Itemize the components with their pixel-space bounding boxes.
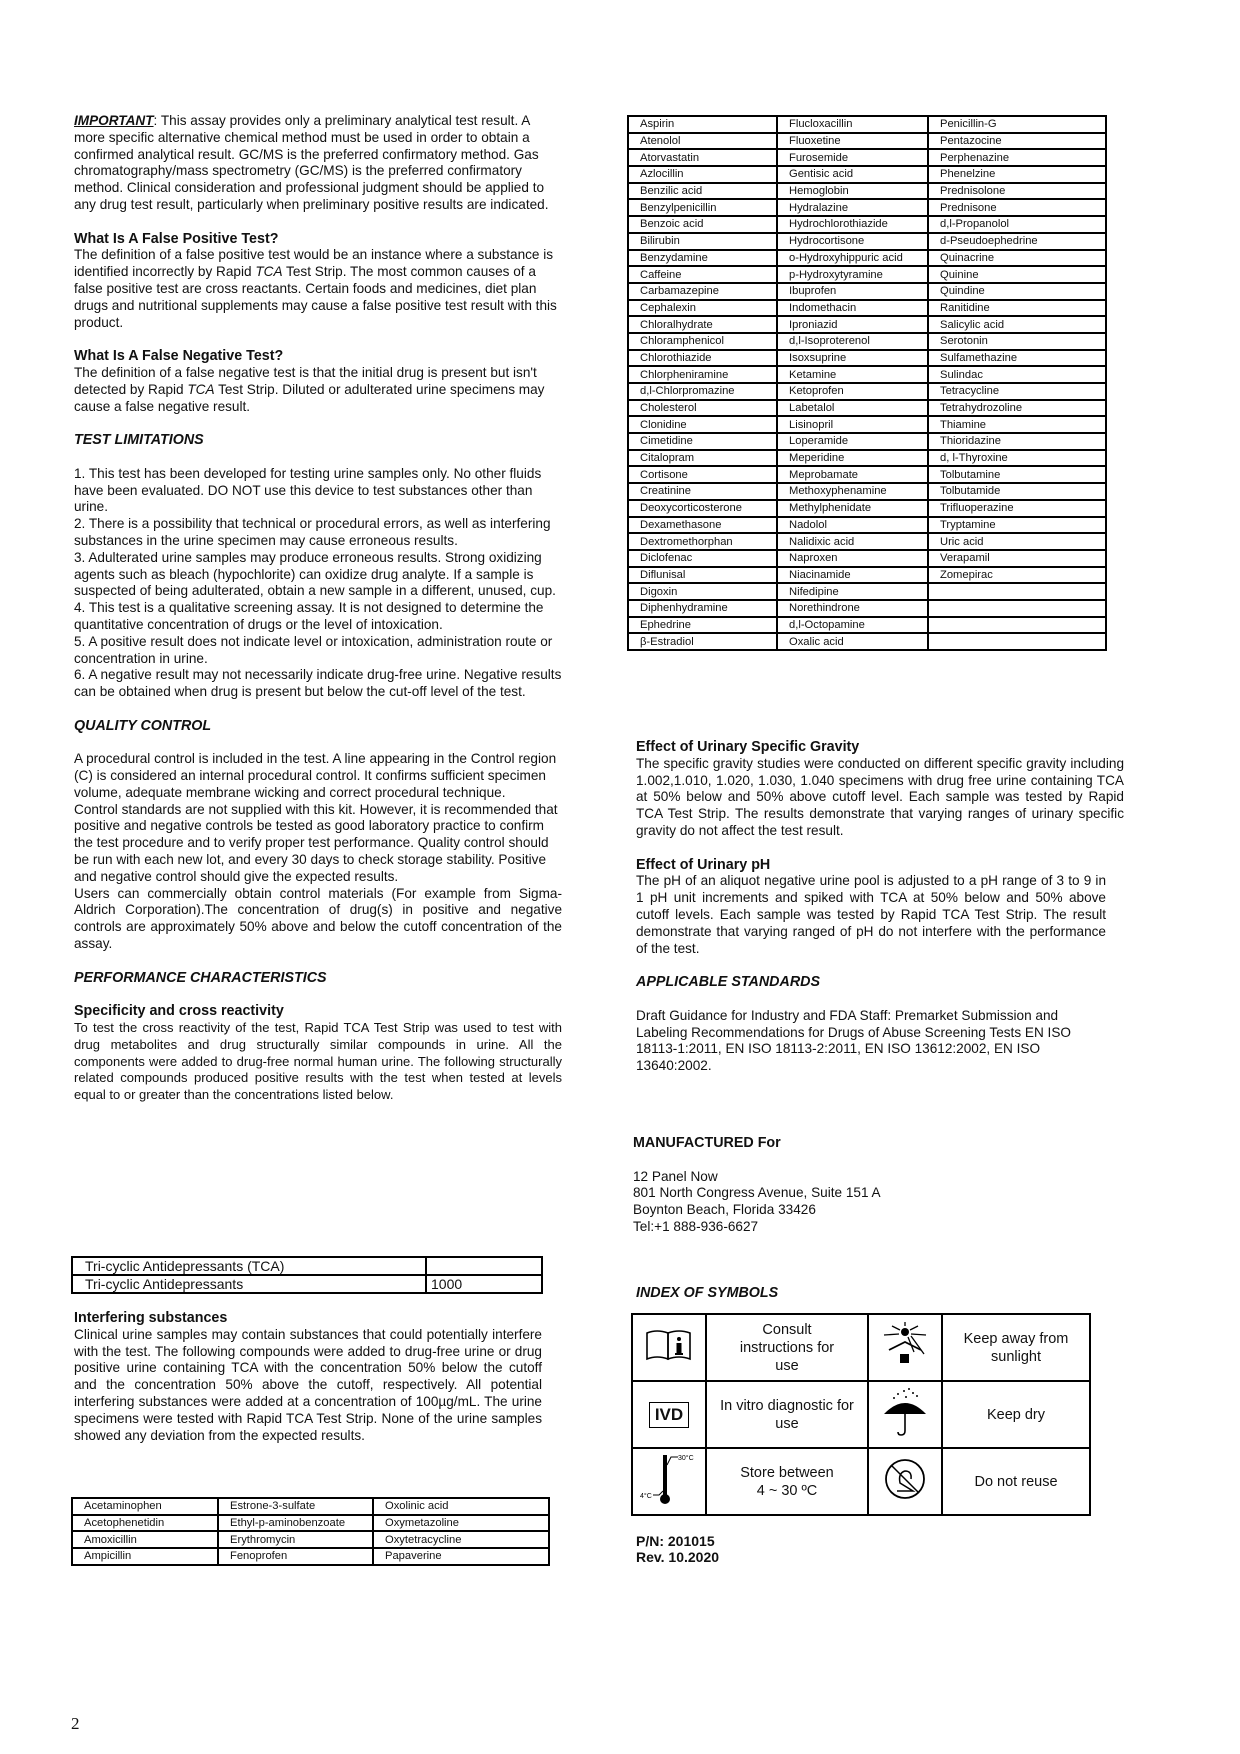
substance-cell: Cephalexin xyxy=(628,300,777,317)
fp-tca: TCA xyxy=(255,264,283,280)
false-negative-text xyxy=(74,365,562,415)
substance-cell: Verapamil xyxy=(928,550,1106,567)
specificity-title: Specificity and cross reactivity xyxy=(74,1003,284,1020)
tca-cell: Tri-cyclic Antidepressants xyxy=(72,1275,426,1293)
substance-cell: Sulfamethazine xyxy=(928,350,1106,367)
part-number-block xyxy=(636,1533,719,1565)
substance-cell: Perphenazine xyxy=(928,149,1106,166)
table-row xyxy=(632,1381,1090,1448)
substance-cell: d-Pseudoephedrine xyxy=(928,233,1106,250)
symbols-heading xyxy=(636,1285,778,1302)
fn-text-b: Test Strip. Diluted or adulterated urine specimens may cause a false negative result. xyxy=(74,381,545,414)
qc-paragraph-2: Control standards are not supplied with this kit. However, it is recommended that positive and negative controls be tested as good laboratory practice to confirm the test procedure and to verify proper test performance. Quality control should be run with each new lot, and every 30 days to check storage stability. Positive and negative control should give the expected results. xyxy=(74,801,558,884)
limitation-6: 6. A negative result may not necessarily indicate drug-free urine. Negative results can be obtained when drug is present but below the cut-off level of the test. xyxy=(74,667,562,700)
substance-cell: Tryptamine xyxy=(928,517,1106,534)
ivd-text: In vitro diagnostic for use xyxy=(720,1397,854,1432)
substance-cell: Dexamethasone xyxy=(628,517,777,534)
substance-cell: Aspirin xyxy=(628,116,777,133)
limitation-4: 4. This test is a qualitative screening assay. It is not designed to determine the quantitative concentration of drugs or the level of intoxication. xyxy=(74,600,544,632)
table-row xyxy=(628,583,1106,600)
substance-cell: Fluoxetine xyxy=(777,133,928,150)
substance-cell: Papaverine xyxy=(373,1548,549,1565)
substance-cell: Trifluoperazine xyxy=(928,500,1106,517)
substance-cell: Loperamide xyxy=(777,433,928,450)
specific-gravity-text: The specific gravity studies were conducted on different specific gravity including 1.002,1.010, 1.020, 1.030, 1.040 specimens with drug free urine containing TCA at 50% below and 50% above cutoff level. Each sample was tested by Rapid TCA Test Strip. The results demonstrate that varying ranges of urinary specific gravity do not affect the test result. xyxy=(636,755,1124,838)
standards-text: Draft Guidance for Industry and FDA Staff: Premarket Submission and Labeling Recommendations for Drugs of Abuse Screening Tests EN ISO 18113-1:2011, EN ISO 18113-2:2011, EN ISO 13612:2002, EN ISO 13640:2002. xyxy=(636,1007,1071,1074)
consult-label xyxy=(706,1314,868,1381)
table-row xyxy=(72,1515,549,1532)
substance-cell xyxy=(928,617,1106,634)
table-row xyxy=(628,416,1106,433)
substance-cell: Diclofenac xyxy=(628,550,777,567)
substance-cell: Benzydamine xyxy=(628,250,777,267)
substance-cell: Atenolol xyxy=(628,133,777,150)
substance-cell: Indomethacin xyxy=(777,300,928,317)
table-row xyxy=(628,350,1106,367)
substance-cell: Nalidixic acid xyxy=(777,533,928,550)
limitation-1: 1. This test has been developed for testing urine samples only. No other fluids have been evaluated. DO NOT use this device to test substances other than urine. xyxy=(74,465,542,515)
substance-cell: Estrone-3-sulfate xyxy=(218,1498,373,1515)
substance-cell: Oxolinic acid xyxy=(373,1498,549,1515)
performance-title: PERFORMANCE CHARACTERISTICS xyxy=(74,969,327,986)
substance-cell: Hydrocortisone xyxy=(777,233,928,250)
specific-gravity-title: Effect of Urinary Specific Gravity xyxy=(636,739,860,755)
substance-cell: Tetracycline xyxy=(928,383,1106,400)
substance-cell: Nifedipine xyxy=(777,583,928,600)
tca-cutoff-table xyxy=(71,1256,543,1294)
manufacturer-address: 801 North Congress Avenue, Suite 151 A xyxy=(633,1185,881,1201)
table-row xyxy=(628,233,1106,250)
revision: Rev. 10.2020 xyxy=(636,1549,720,1565)
ph-title: Effect of Urinary pH xyxy=(636,856,771,873)
table-row xyxy=(628,466,1106,483)
manufacturer-section xyxy=(633,1135,1113,1236)
false-positive-title: What Is A False Positive Test? xyxy=(74,230,279,247)
substance-cell: Meprobamate xyxy=(777,466,928,483)
substance-cell: Penicillin-G xyxy=(928,116,1106,133)
table-row xyxy=(628,600,1106,617)
substance-cell: Quinine xyxy=(928,266,1106,283)
qc-paragraph-1: A procedural control is included in the test. A line appearing in the Control region (C) is considered an internal procedural control. It confirms sufficient specimen volume, adequate membrane wicking and correct procedural technique. xyxy=(74,751,557,800)
substance-cell: Furosemide xyxy=(777,149,928,166)
table-row xyxy=(628,183,1106,200)
fp-text-a: The definition of a false positive test would be an instance where a substance is identified incorrectly by Rapid xyxy=(74,247,554,280)
substance-cell: Atorvastatin xyxy=(628,149,777,166)
substance-cell: Benzoic acid xyxy=(628,216,777,233)
substance-cell: Chloramphenicol xyxy=(628,333,777,350)
substance-cell: p-Hydroxytyramine xyxy=(777,266,928,283)
sunlight-icon xyxy=(868,1314,942,1381)
tca-cell: Tri-cyclic Antidepressants (TCA) xyxy=(72,1257,426,1275)
manufacturer-name: 12 Panel Now xyxy=(633,1168,718,1184)
manufacturer-city: Boynton Beach, Florida 33426 xyxy=(633,1202,816,1218)
sunlight-text: Keep away from sunlight xyxy=(963,1330,1069,1365)
table-row xyxy=(628,149,1106,166)
table-row xyxy=(628,450,1106,467)
table-row xyxy=(72,1531,549,1548)
tca-cutoff-value: 1000 xyxy=(426,1275,542,1293)
substance-cell: Iproniazid xyxy=(777,316,928,333)
substance-cell: Thiamine xyxy=(928,416,1106,433)
important-notice xyxy=(74,113,562,214)
false-negative-title: What Is A False Negative Test? xyxy=(74,348,284,365)
tca-cell xyxy=(426,1257,542,1275)
fp-text-b: Test Strip. The most common causes of a false positive test are cross reactants. Certain foods and medicines, diet plan drugs and nutritional supplements may cause a false positive test result with this product. xyxy=(74,264,557,330)
table-row xyxy=(628,116,1106,133)
substance-cell: d,l-Octopamine xyxy=(777,617,928,634)
substance-cell: Benzylpenicillin xyxy=(628,199,777,216)
table-row xyxy=(628,316,1106,333)
table-row xyxy=(628,266,1106,283)
substance-cell: Ranitidine xyxy=(928,300,1106,317)
substance-cell: Sulindac xyxy=(928,366,1106,383)
substance-cell: Thioridazine xyxy=(928,433,1106,450)
substance-cell xyxy=(928,633,1106,650)
ivd-label xyxy=(706,1381,868,1448)
table-row xyxy=(628,500,1106,517)
substance-cell: Deoxycorticosterone xyxy=(628,500,777,517)
manufactured-title: MANUFACTURED For xyxy=(633,1135,781,1151)
substance-cell: Oxalic acid xyxy=(777,633,928,650)
specificity-text: To test the cross reactivity of the test, Rapid TCA Test Strip was used to test with drug metabolites and drug structurally similar compounds in urine. All the components were added to drug-free normal human urine. The following structurally related compounds produced positive results with the test when tested at levels equal to or greater than the concentrations listed below. xyxy=(74,1020,562,1103)
substance-cell: Hemoglobin xyxy=(777,183,928,200)
test-limitations-title: TEST LIMITATIONS xyxy=(74,432,204,449)
substance-cell: Carbamazepine xyxy=(628,283,777,300)
table-row xyxy=(72,1257,542,1275)
substance-cell: Oxymetazoline xyxy=(373,1515,549,1532)
substance-cell: Isoxsuprine xyxy=(777,350,928,367)
table-row xyxy=(628,533,1106,550)
substance-cell: Ketamine xyxy=(777,366,928,383)
table-row xyxy=(628,400,1106,417)
substance-cell: d,l-Chlorpromazine xyxy=(628,383,777,400)
substance-cell: Niacinamide xyxy=(777,567,928,584)
dry-label: Keep dry xyxy=(942,1381,1090,1448)
substance-cell: d,l-Propanolol xyxy=(928,216,1106,233)
substance-cell: Chlorothiazide xyxy=(628,350,777,367)
substance-cell: Meperidine xyxy=(777,450,928,467)
table-row xyxy=(72,1548,549,1565)
substance-cell: d, l-Thyroxine xyxy=(928,450,1106,467)
substance-cell: Nadolol xyxy=(777,517,928,534)
substance-cell: Hydrochlorothiazide xyxy=(777,216,928,233)
interfering-table-right xyxy=(627,115,1107,651)
substance-cell: Erythromycin xyxy=(218,1531,373,1548)
table-row xyxy=(628,617,1106,634)
substance-cell: Cortisone xyxy=(628,466,777,483)
substance-cell: Amoxicillin xyxy=(72,1531,218,1548)
substance-cell: Lisinopril xyxy=(777,416,928,433)
table-row xyxy=(628,300,1106,317)
reuse-label: Do not reuse xyxy=(942,1448,1090,1515)
table-row xyxy=(628,333,1106,350)
substance-cell: Norethindrone xyxy=(777,600,928,617)
manufacturer-phone: Tel:+1 888-936-6627 xyxy=(633,1218,759,1234)
substance-cell: Ketoprofen xyxy=(777,383,928,400)
substance-cell: Prednisone xyxy=(928,199,1106,216)
substance-cell: Diphenhydramine xyxy=(628,600,777,617)
substance-cell: Quindine xyxy=(928,283,1106,300)
do-not-reuse-icon xyxy=(868,1448,942,1515)
table-row xyxy=(628,483,1106,500)
quality-control-title: QUALITY CONTROL xyxy=(74,717,212,734)
temp-low-label: 4°C xyxy=(640,1493,652,1500)
substance-cell: Azlocillin xyxy=(628,166,777,183)
substance-cell: o-Hydroxyhippuric acid xyxy=(777,250,928,267)
substance-cell: Chloralhydrate xyxy=(628,316,777,333)
substance-cell: Methoxyphenamine xyxy=(777,483,928,500)
table-row xyxy=(628,250,1106,267)
umbrella-icon xyxy=(868,1381,942,1448)
temperature-icon xyxy=(632,1448,706,1515)
substance-cell: Cimetidine xyxy=(628,433,777,450)
substance-cell: Serotonin xyxy=(928,333,1106,350)
table-row xyxy=(628,366,1106,383)
substance-cell: Acetophenetidin xyxy=(72,1515,218,1532)
substance-cell: Naproxen xyxy=(777,550,928,567)
ph-text: The pH of an aliquot negative urine pool is adjusted to a pH range of 3 to 9 in 1 pH unit increments and spiked with TCA at 50% below and 50% above cutoff levels. Each sample was tested by Rapid TCA Test Strip. The result demonstrate that varying ranged of pH do not interfere with the performance of the test. xyxy=(636,873,1106,956)
part-number: P/N: 201015 xyxy=(636,1533,715,1549)
substance-cell: Bilirubin xyxy=(628,233,777,250)
right-column xyxy=(636,739,1124,1075)
substance-cell: Gentisic acid xyxy=(777,166,928,183)
table-row xyxy=(632,1314,1090,1381)
consult-instructions-icon xyxy=(632,1314,706,1381)
fn-tca: TCA xyxy=(187,381,215,397)
substance-cell: Flucloxacillin xyxy=(777,116,928,133)
table-row xyxy=(72,1498,549,1515)
substance-cell: Chlorpheniramine xyxy=(628,366,777,383)
substance-cell: Quinacrine xyxy=(928,250,1106,267)
table-row xyxy=(628,166,1106,183)
substance-cell: Fenoprofen xyxy=(218,1548,373,1565)
substance-cell: Digoxin xyxy=(628,583,777,600)
substance-cell xyxy=(928,583,1106,600)
table-row xyxy=(72,1275,542,1293)
substance-cell: Ephedrine xyxy=(628,617,777,634)
important-label: IMPORTANT xyxy=(74,113,154,128)
table-row xyxy=(628,517,1106,534)
substance-cell: Uric acid xyxy=(928,533,1106,550)
table-row xyxy=(628,133,1106,150)
store-text-b: 4 ~ 30 ºC xyxy=(756,1482,818,1499)
table-row xyxy=(628,633,1106,650)
table-row xyxy=(628,283,1106,300)
consult-text: Consult instructions for use xyxy=(739,1321,835,1374)
substance-cell: Tetrahydrozoline xyxy=(928,400,1106,417)
substance-cell xyxy=(928,600,1106,617)
important-text: : This assay provides only a preliminary analytical test result. A more specific alternative chemical method must be used in order to obtain a confirmed analytical result. GC/MS is the preferred confirmatory method. Gas chromatography/mass spectrometry (GC/MS) is the preferred confirmatory method. Clinical consideration and professional judgment should be applied to any drug test result, particularly when preliminary positive results are indicated. xyxy=(74,113,549,212)
substance-cell: Diflunisal xyxy=(628,567,777,584)
false-positive-text xyxy=(74,247,562,331)
symbols-title: INDEX OF SYMBOLS xyxy=(636,1285,779,1301)
substance-cell: Creatinine xyxy=(628,483,777,500)
substance-cell: Tolbutamine xyxy=(928,466,1106,483)
store-label xyxy=(706,1448,868,1515)
table-row xyxy=(628,567,1106,584)
substance-cell: Caffeine xyxy=(628,266,777,283)
sunlight-label xyxy=(942,1314,1090,1381)
substance-cell: d,l-Isoproterenol xyxy=(777,333,928,350)
substance-cell: Acetaminophen xyxy=(72,1498,218,1515)
table-row xyxy=(628,216,1106,233)
limitation-2: 2. There is a possibility that technical or procedural errors, as well as interfering substances in the urine specimen may cause erroneous results. xyxy=(74,516,551,548)
left-column xyxy=(74,113,562,1104)
store-text-a: Store between xyxy=(740,1464,834,1481)
table-row xyxy=(628,199,1106,216)
substance-cell: Methylphenidate xyxy=(777,500,928,517)
substance-cell: Clonidine xyxy=(628,416,777,433)
ivd-icon xyxy=(632,1381,706,1448)
qc-paragraph-3: Users can commercially obtain control materials (For example from Sigma-Aldrich Corporation).The concentration of drug(s) in positive and negative controls are approximately 50% above and below the cutoff concentration of the assay. xyxy=(74,885,562,952)
interfering-section xyxy=(74,1310,542,1444)
substance-cell: Prednisolone xyxy=(928,183,1106,200)
substance-cell: Ethyl-p-aminobenzoate xyxy=(218,1515,373,1532)
table-row xyxy=(628,383,1106,400)
interfering-text: Clinical urine samples may contain substances that could potentially interfere with the test. The following compounds were added to drug-free urine or drug positive urine containing TCA with the concentration 50% below the cutoff and the concentration 50% above the cutoff, respectively. All potential interfering substances were added at a concentration of 100µg/mL. The urine specimens were tested with Rapid TCA Test Strip. None of the urine samples showed any deviation from the expected results. xyxy=(74,1326,542,1443)
substance-cell: Zomepirac xyxy=(928,567,1106,584)
substance-cell: Ibuprofen xyxy=(777,283,928,300)
substance-cell: Dextromethorphan xyxy=(628,533,777,550)
substance-cell: Citalopram xyxy=(628,450,777,467)
substance-cell: Hydralazine xyxy=(777,199,928,216)
substance-cell: Phenelzine xyxy=(928,166,1106,183)
limitation-3: 3. Adulterated urine samples may produce erroneous results. Strong oxidizing agents such as bleach (hypochlorite) can oxidize drug analyte. If a sample is suspected of being adulterated, obtain a new sample in a different, unused, cup. xyxy=(74,549,556,599)
substance-cell: Labetalol xyxy=(777,400,928,417)
substance-cell: Oxytetracycline xyxy=(373,1531,549,1548)
substance-cell: Tolbutamide xyxy=(928,483,1106,500)
ivd-mark: IVD xyxy=(649,1402,689,1428)
standards-title: APPLICABLE STANDARDS xyxy=(636,974,821,991)
temp-high-label: 30°C xyxy=(678,1455,694,1462)
interfering-title: Interfering substances xyxy=(74,1310,228,1326)
substance-cell: Pentazocine xyxy=(928,133,1106,150)
substance-cell: Salicylic acid xyxy=(928,316,1106,333)
page-number: 2 xyxy=(71,1714,80,1733)
table-row xyxy=(628,433,1106,450)
limitation-5: 5. A positive result does not indicate level or intoxication, administration route or concentration in urine. xyxy=(74,633,553,666)
substance-cell: Benzilic acid xyxy=(628,183,777,200)
table-row xyxy=(628,550,1106,567)
interfering-table-left xyxy=(71,1497,550,1566)
symbols-table xyxy=(631,1313,1091,1516)
substance-cell: Ampicillin xyxy=(72,1548,218,1565)
fn-text-a: The definition of a false negative test is that the initial drug is present but isn't detected by Rapid xyxy=(74,364,537,397)
table-row xyxy=(632,1448,1090,1515)
substance-cell: β-Estradiol xyxy=(628,633,777,650)
substance-cell: Cholesterol xyxy=(628,400,777,417)
